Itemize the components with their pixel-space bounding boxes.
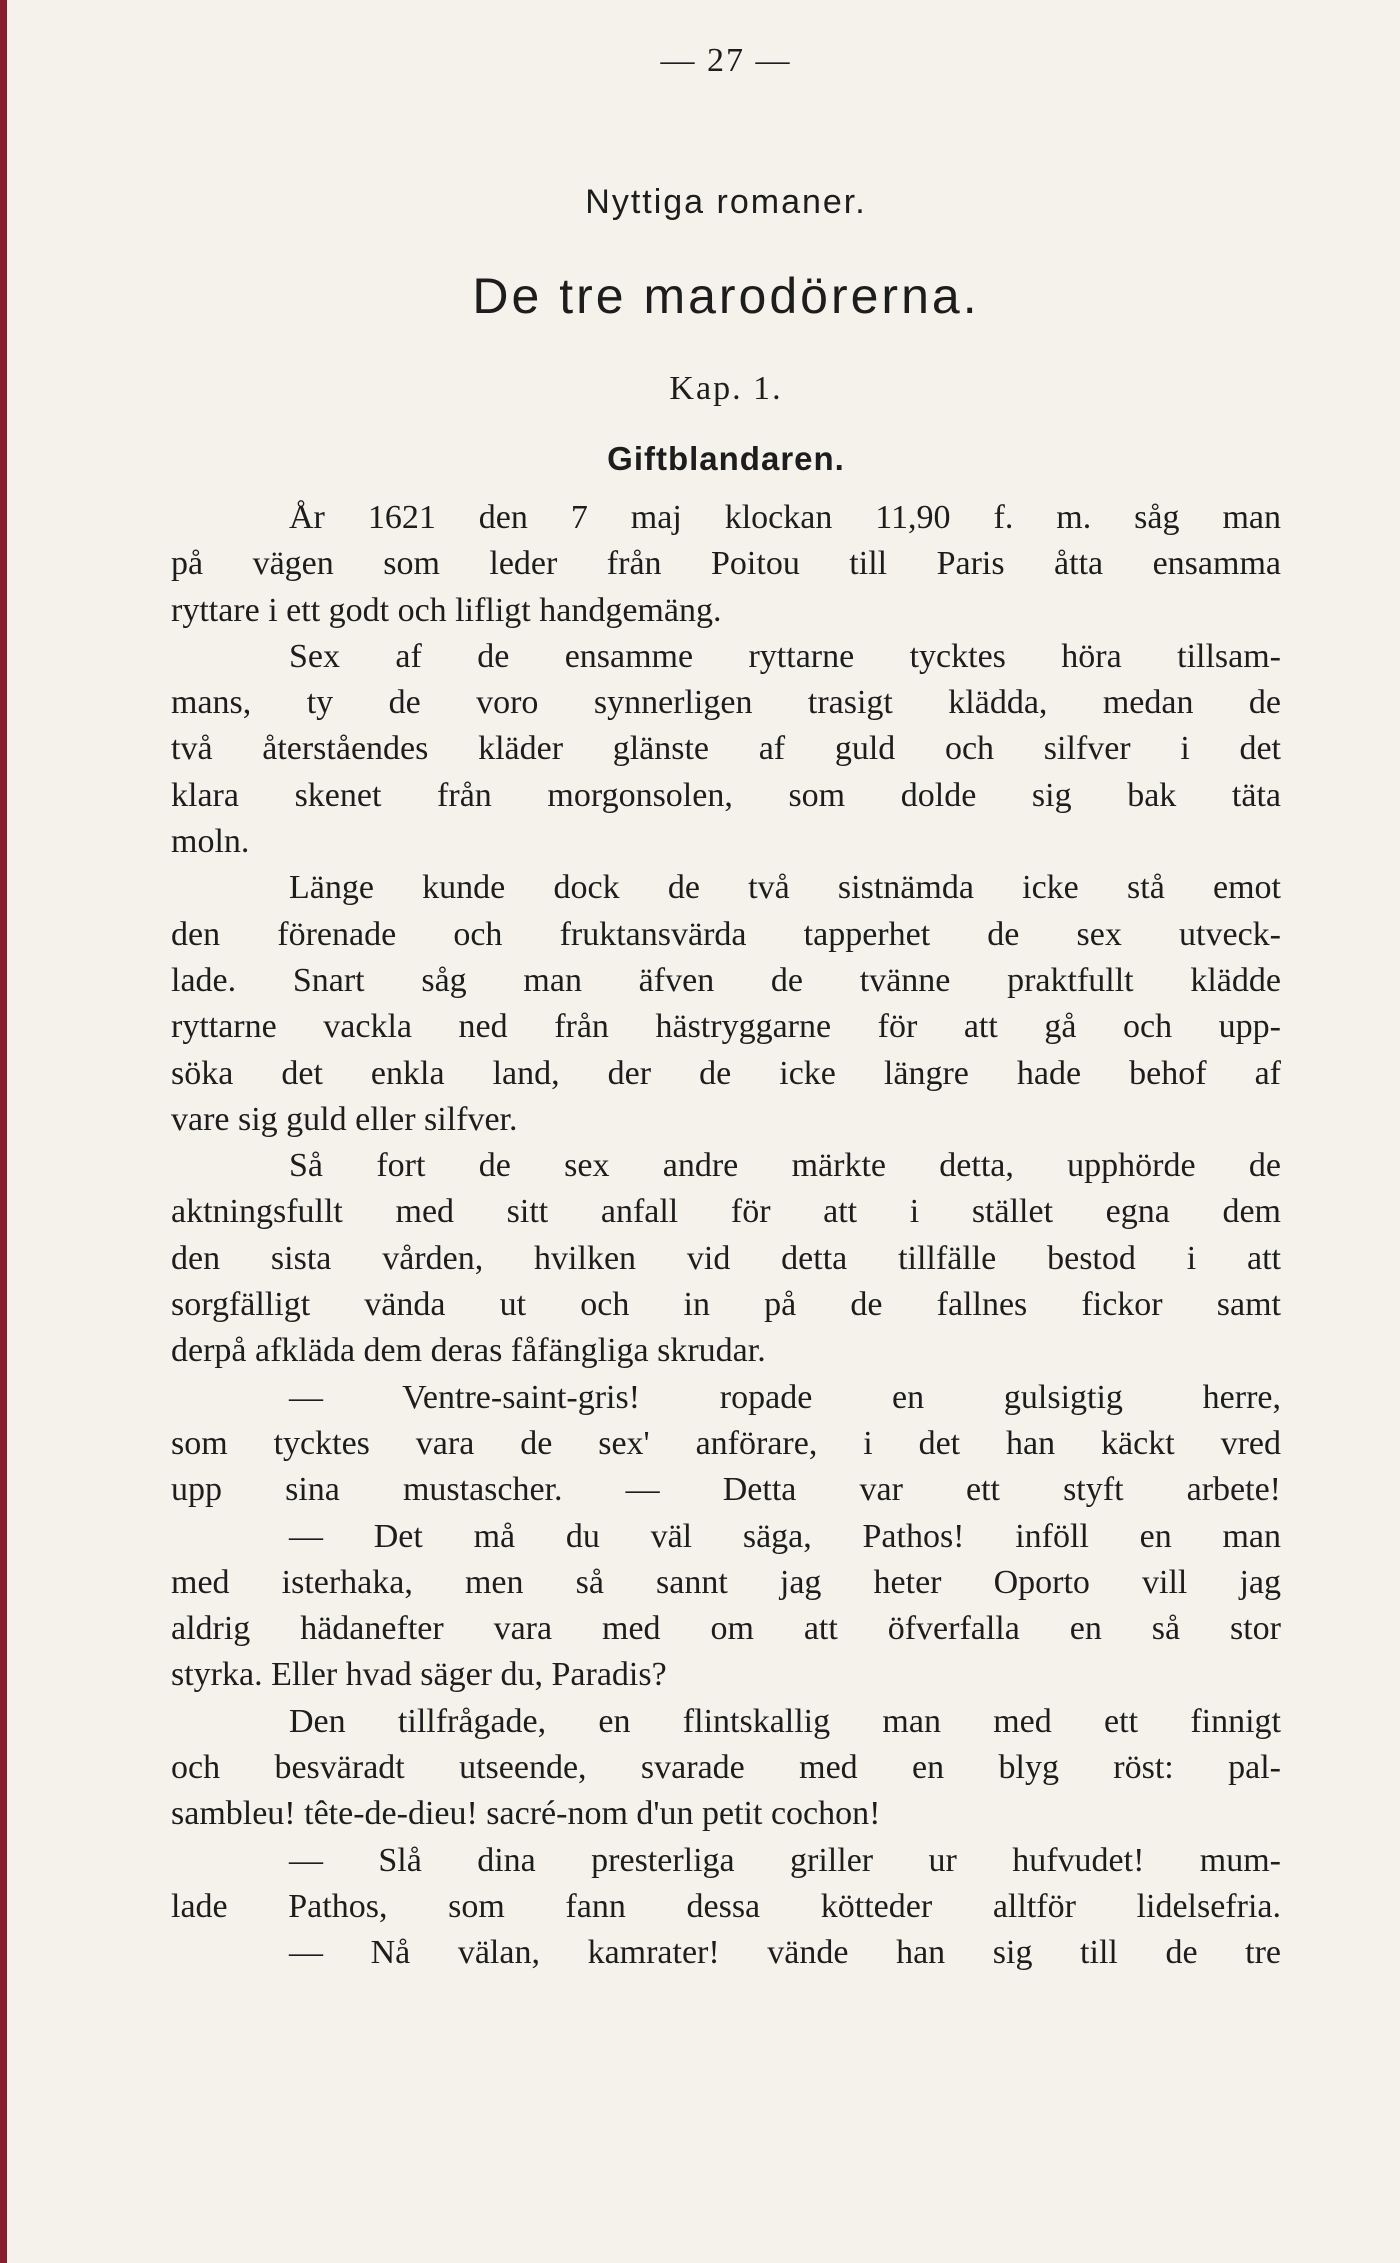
text-line: lade Pathos, som fann dessa kötteder alltför lidelsefria.: [171, 1887, 1281, 1925]
text-line: söka det enkla land, der de icke längre hade behof af: [171, 1054, 1281, 1092]
body-text: [171, 495, 1281, 1977]
text-line: med isterhaka, men så sannt jag heter Oporto vill jag: [171, 1563, 1281, 1601]
text-line: ryttarne vackla ned från hästryggarne för att gå och upp-: [171, 1008, 1281, 1046]
text-line: — Nå välan, kamrater! vände han sig till de tre: [289, 1934, 1281, 1972]
chapter-heading: Kap. 1.: [669, 370, 783, 407]
text-line: aldrig hädanefter vara med om att öfverfalla en så stor: [171, 1610, 1281, 1648]
chapter-title: Giftblandaren.: [607, 440, 845, 477]
text-line: upp sina mustascher. — Detta var ett styft arbete!: [171, 1471, 1281, 1509]
text-line: sorgfälligt vända ut och in på de fallnes fickor samt: [171, 1286, 1281, 1324]
text-line: den förenade och fruktansvärda tapperhet de sex utveck-: [171, 915, 1281, 953]
book-page: [171, 0, 1281, 2263]
text-line: — Ventre-saint-gris! ropade en gulsigtig herre,: [289, 1378, 1281, 1416]
text-line: — Slå dina presterliga griller ur hufvudet! mum-: [289, 1841, 1281, 1879]
text-line: — Det må du väl säga, Pathos! inföll en man: [289, 1517, 1281, 1555]
text-line: styrka. Eller hvad säger du, Paradis?: [171, 1656, 667, 1694]
text-line: mans, ty de voro synnerligen trasigt klädda, medan de: [171, 684, 1281, 722]
text-line: lade. Snart såg man äfven de tvänne praktfullt klädde: [171, 961, 1281, 999]
text-line: som tycktes vara de sex' anförare, i det han käckt vred: [171, 1424, 1281, 1462]
text-line: moln.: [171, 823, 250, 861]
text-line: aktningsfullt med sitt anfall för att i stället egna dem: [171, 1193, 1281, 1231]
text-line: och besväradt utseende, svarade med en blyg röst: pal-: [171, 1749, 1281, 1787]
text-line: derpå afkläda dem deras fåfängliga skrudar.: [171, 1332, 766, 1370]
story-title: De tre marodörerna.: [472, 268, 980, 324]
text-line: vare sig guld eller silfver.: [171, 1100, 518, 1138]
text-line: Länge kunde dock de två sistnämda icke stå emot: [289, 869, 1281, 907]
text-line: År 1621 den 7 maj klockan 11,90 f. m. såg man: [289, 499, 1281, 536]
book-spine-edge: [0, 0, 7, 2263]
text-line: på vägen som leder från Poitou till Paris åtta ensamma: [171, 545, 1281, 583]
text-line: Sex af de ensamme ryttarne tycktes höra tillsam-: [289, 637, 1281, 675]
text-line: Den tillfrågade, en flintskallig man med ett finnigt: [289, 1702, 1281, 1740]
text-line: två återståendes kläder glänste af guld och silfver i det: [171, 730, 1281, 768]
text-line: ryttare i ett godt och lifligt handgemäng.: [171, 591, 722, 629]
page-number: — 27 —: [660, 42, 792, 79]
section-title: Nyttiga romaner.: [585, 183, 867, 221]
text-line: klara skenet från morgonsolen, som dolde sig bak täta: [171, 776, 1281, 814]
text-line: Så fort de sex andre märkte detta, upphörde de: [289, 1147, 1281, 1185]
text-line: den sista vården, hvilken vid detta tillfälle bestod i att: [171, 1239, 1281, 1277]
text-line: sambleu! tête-de-dieu! sacré-nom d'un petit cochon!: [171, 1795, 881, 1833]
